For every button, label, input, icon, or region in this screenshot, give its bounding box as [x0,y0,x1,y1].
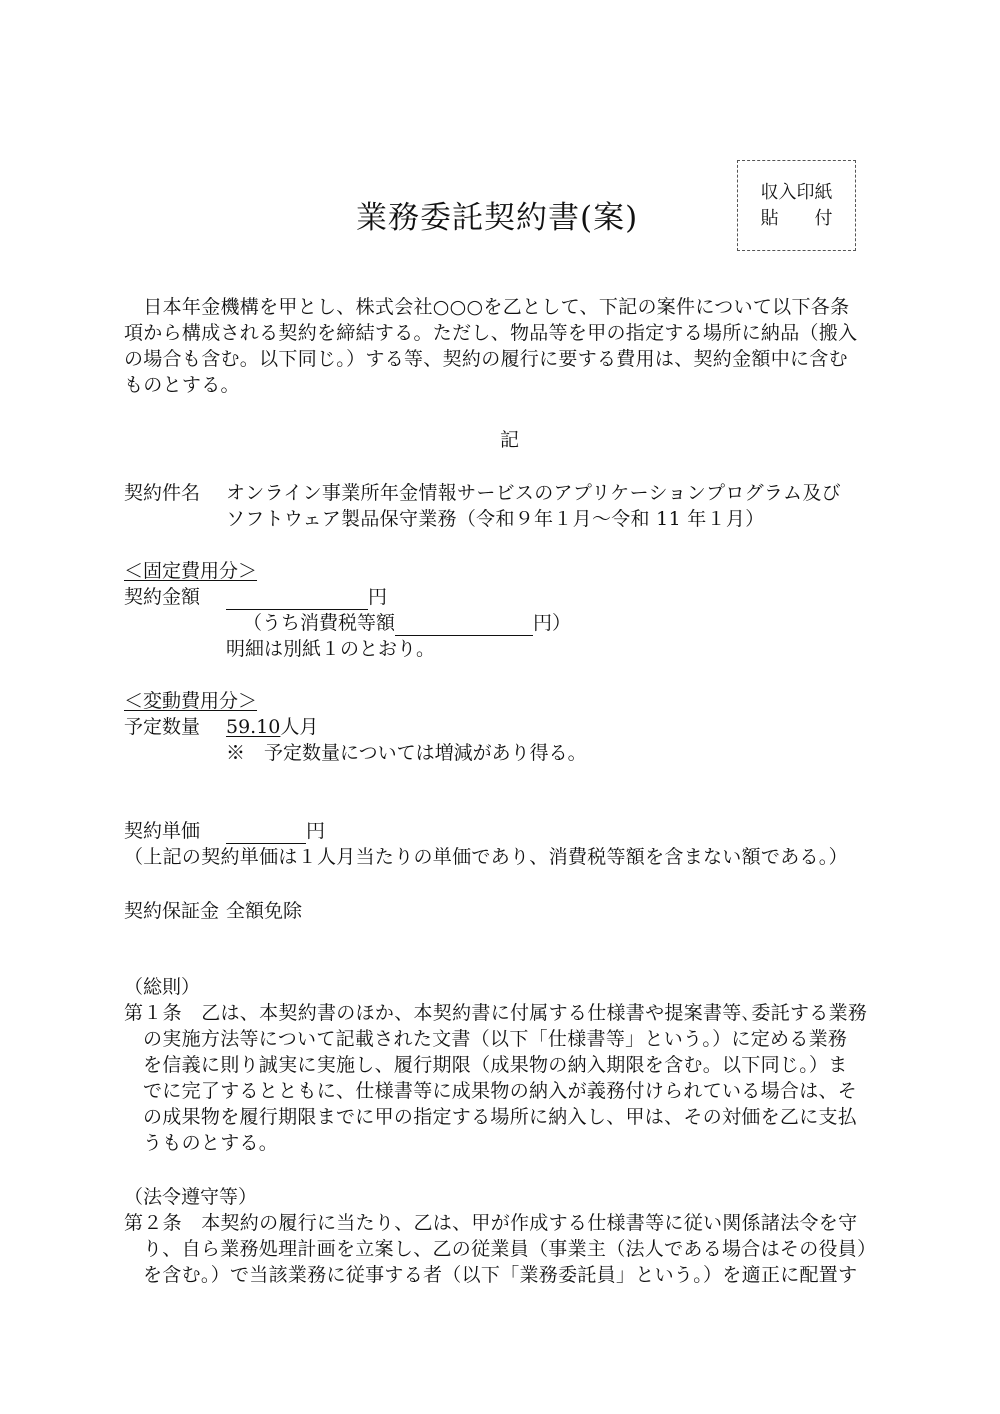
page-title: 業務委託契約書(案) [356,200,639,236]
contract-amount-field [226,584,387,610]
yen-unit: 円 [368,586,388,608]
article-1-line: でに完了するとともに、仕様書等に成果物の納入が義務付けられている場合は、そ [143,1080,858,1102]
contract-name-value: オンライン事業所年金情報サービスのアプリケーションプログラム及び [226,482,841,504]
article-1-line: の成果物を履行期限までに甲の指定する場所に納入し、甲は、その対価を乙に支払 [143,1106,858,1128]
article-1-line: を信義に則り誠実に実施し、履行期限（成果物の納入期限を含む。以下同じ。）ま [143,1054,848,1076]
article-2-line: 第２条 本契約の履行に当たり、乙は、甲が作成する仕様書等に従い関係諸法令を守 [124,1212,858,1234]
intro-line: 日本年金機構を甲とし、株式会社○○○を乙として、下記の案件について以下各条 [124,296,850,318]
deposit-label: 契約保証金 [124,900,220,922]
tax-blank [395,613,533,636]
unit-price-blank [226,821,306,844]
revenue-stamp-box [737,160,856,251]
article-heading: （総則） [124,976,201,998]
tax-amount-field [243,610,571,636]
variable-cost-heading: ＜変動費用分＞ [124,690,258,712]
article-heading: （法令遵守等） [124,1186,258,1208]
ki-marker: 記 [500,429,520,451]
unit-price-label: 契約単価 [124,820,201,842]
amount-blank [226,587,368,610]
quantity-note: ※ 予定数量については増減があり得る。 [226,742,587,764]
contract-name-value: ソフトウェア製品保守業務（令和９年１月～令和 11 年１月） [226,508,765,530]
contract-name-label: 契約件名 [124,482,201,504]
article-1-line: の実施方法等について記載された文書（以下「仕様書等」という。）に定める業務 [143,1028,848,1050]
yen-unit: 円 [306,820,326,842]
article-1-line: 第１条 乙は、本契約書のほか、本契約書に付属する仕様書や提案書等､委託する業務 [124,1002,868,1024]
deposit-value: 全額免除 [226,900,303,922]
quantity-unit: 人月 [280,716,319,738]
stamp-affix-label: 貼 付 [760,207,833,229]
intro-line: 項から構成される契約を締結する。ただし、物品等を甲の指定する場所に納品（搬入 [124,322,858,344]
planned-quantity-value: 59.10 [226,716,281,738]
fixed-cost-heading: ＜固定費用分＞ [124,560,258,582]
intro-line: の場合も含む。以下同じ。）する等、契約の履行に要する費用は、契約金額中に含む [124,348,848,370]
article-2-line: を含む。）で当該業務に従事する者（以下「業務委託員」という。）を適正に配置す [143,1264,858,1286]
article-1-line: うものとする。 [143,1132,279,1154]
planned-quantity-field [226,714,318,740]
detail-note: 明細は別紙１のとおり。 [226,638,436,660]
planned-quantity-label: 予定数量 [124,716,201,738]
article-2-line: り、自ら業務処理計画を立案し、乙の従業員（事業主（法人である場合はその役員） [143,1238,877,1260]
unit-price-field [226,818,325,844]
stamp-label: 収入印紙 [760,181,833,203]
intro-line: ものとする。 [124,374,240,396]
tax-suffix: 円） [533,612,572,634]
contract-amount-label: 契約金額 [124,586,201,608]
tax-label: （うち消費税等額 [243,612,396,634]
unit-price-note: （上記の契約単価は１人月当たりの単価であり、消費税等額を含まない額である。） [124,846,848,868]
